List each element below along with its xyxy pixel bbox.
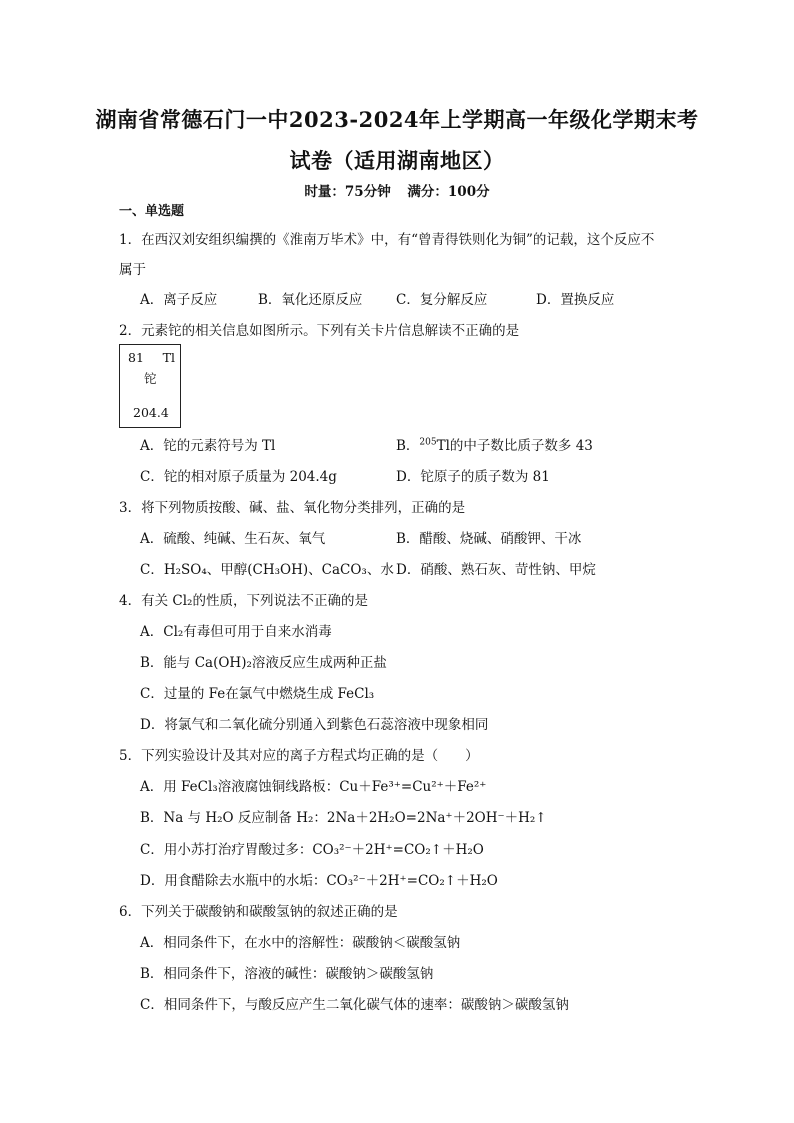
exam-meta (0, 180, 794, 200)
element-atomic-number: 81 (128, 350, 144, 365)
q1-stem-line2: 属于 (119, 262, 146, 278)
q4-option-a: A．Cl₂有毒但可用于自来水消毒 (140, 624, 332, 640)
exam-title-line1: 湖南省常德石门一中2023-2024年上学期高一年级化学期末考 (95, 107, 699, 132)
q2-option-b-mass-number: 205 (419, 437, 437, 448)
q3-stem: 3．将下列物质按酸、碱、盐、氧化物分类排列，正确的是 (119, 500, 466, 516)
q4-option-d: D．将氯气和二氧化硫分别通入到紫色石蕊溶液中现象相同 (140, 717, 489, 733)
element-card (119, 344, 181, 428)
q2-option-d: D．铊原子的质子数为 81 (396, 469, 550, 485)
q1-option-d: D．置换反应 (536, 292, 615, 308)
q6-option-a: A．相同条件下，在水中的溶解性：碳酸钠＜碳酸氢钠 (140, 935, 461, 951)
q3-option-c: C．H₂SO₄、甲醇(CH₃OH)、CaCO₃、水 (140, 562, 394, 578)
q5-option-c: C．用小苏打治疗胃酸过多：CO₃²⁻＋2H⁺=CO₂↑＋H₂O (140, 842, 484, 858)
q1-option-c: C．复分解反应 (396, 292, 488, 308)
q4-option-b: B．能与 Ca(OH)₂溶液反应生成两种正盐 (140, 655, 387, 671)
q6-option-c: C．相同条件下，与酸反应产生二氧化碳气体的速率：碳酸钠＞碳酸氢钠 (140, 997, 569, 1013)
exam-title-line2: 试卷（适用湖南地区） (289, 148, 505, 173)
q3-option-a: A．硫酸、纯碱、生石灰、氧气 (140, 531, 326, 547)
q2-option-c: C．铊的相对原子质量为 204.4g (140, 469, 337, 485)
q5-option-a: A．用 FeCl₃溶液腐蚀铜线路板：Cu＋Fe³⁺=Cu²⁺＋Fe²⁺ (140, 779, 487, 795)
q1-option-a: A．离子反应 (140, 292, 218, 308)
q6-stem: 6．下列关于碳酸钠和碳酸氢钠的叙述正确的是 (119, 904, 398, 920)
q1-stem-line1: 1．在西汉刘安组织编撰的《淮南万毕术》中，有“曾青得铁则化为铜”的记载，这个反应不 (119, 232, 655, 248)
q3-option-d: D．硝酸、熟石灰、苛性钠、甲烷 (396, 562, 596, 578)
q1-option-b: B．氧化还原反应 (258, 292, 363, 308)
element-atomic-mass: 204.4 (133, 405, 169, 420)
q5-option-b: B．Na 与 H₂O 反应制备 H₂：2Na＋2H₂O=2Na⁺＋2OH⁻＋H₂↑ (140, 810, 547, 826)
q2-option-b-prefix: B． (396, 438, 420, 454)
element-symbol: Tl (162, 350, 175, 365)
score-label: 满分：100分 (407, 184, 490, 200)
time-label: 时量：75分钟 (304, 184, 391, 200)
q3-option-b: B．醋酸、烧碱、硝酸钾、干冰 (396, 531, 582, 547)
q2-option-a: A．铊的元素符号为 Tl (140, 438, 276, 454)
q4-stem: 4．有关 Cl₂的性质，下列说法不正确的是 (119, 593, 368, 609)
q6-option-b: B．相同条件下，溶液的碱性：碳酸钠＞碳酸氢钠 (140, 966, 434, 982)
q4-option-c: C．过量的 Fe在氯气中燃烧生成 FeCl₃ (140, 686, 375, 702)
q2-stem: 2．元素铊的相关信息如图所示。下列有关卡片信息解读不正确的是 (119, 323, 520, 339)
section-heading: 一、单选题 (119, 204, 185, 219)
q5-stem: 5．下列实验设计及其对应的离子方程式均正确的是（ ） (119, 748, 479, 764)
q2-option-b (396, 436, 593, 456)
element-name: 铊 (144, 371, 157, 386)
q2-option-b-text: Tl的中子数比质子数多 43 (436, 438, 593, 454)
q5-option-d: D．用食醋除去水瓶中的水垢：CO₃²⁻＋2H⁺=CO₂↑＋H₂O (140, 873, 498, 889)
